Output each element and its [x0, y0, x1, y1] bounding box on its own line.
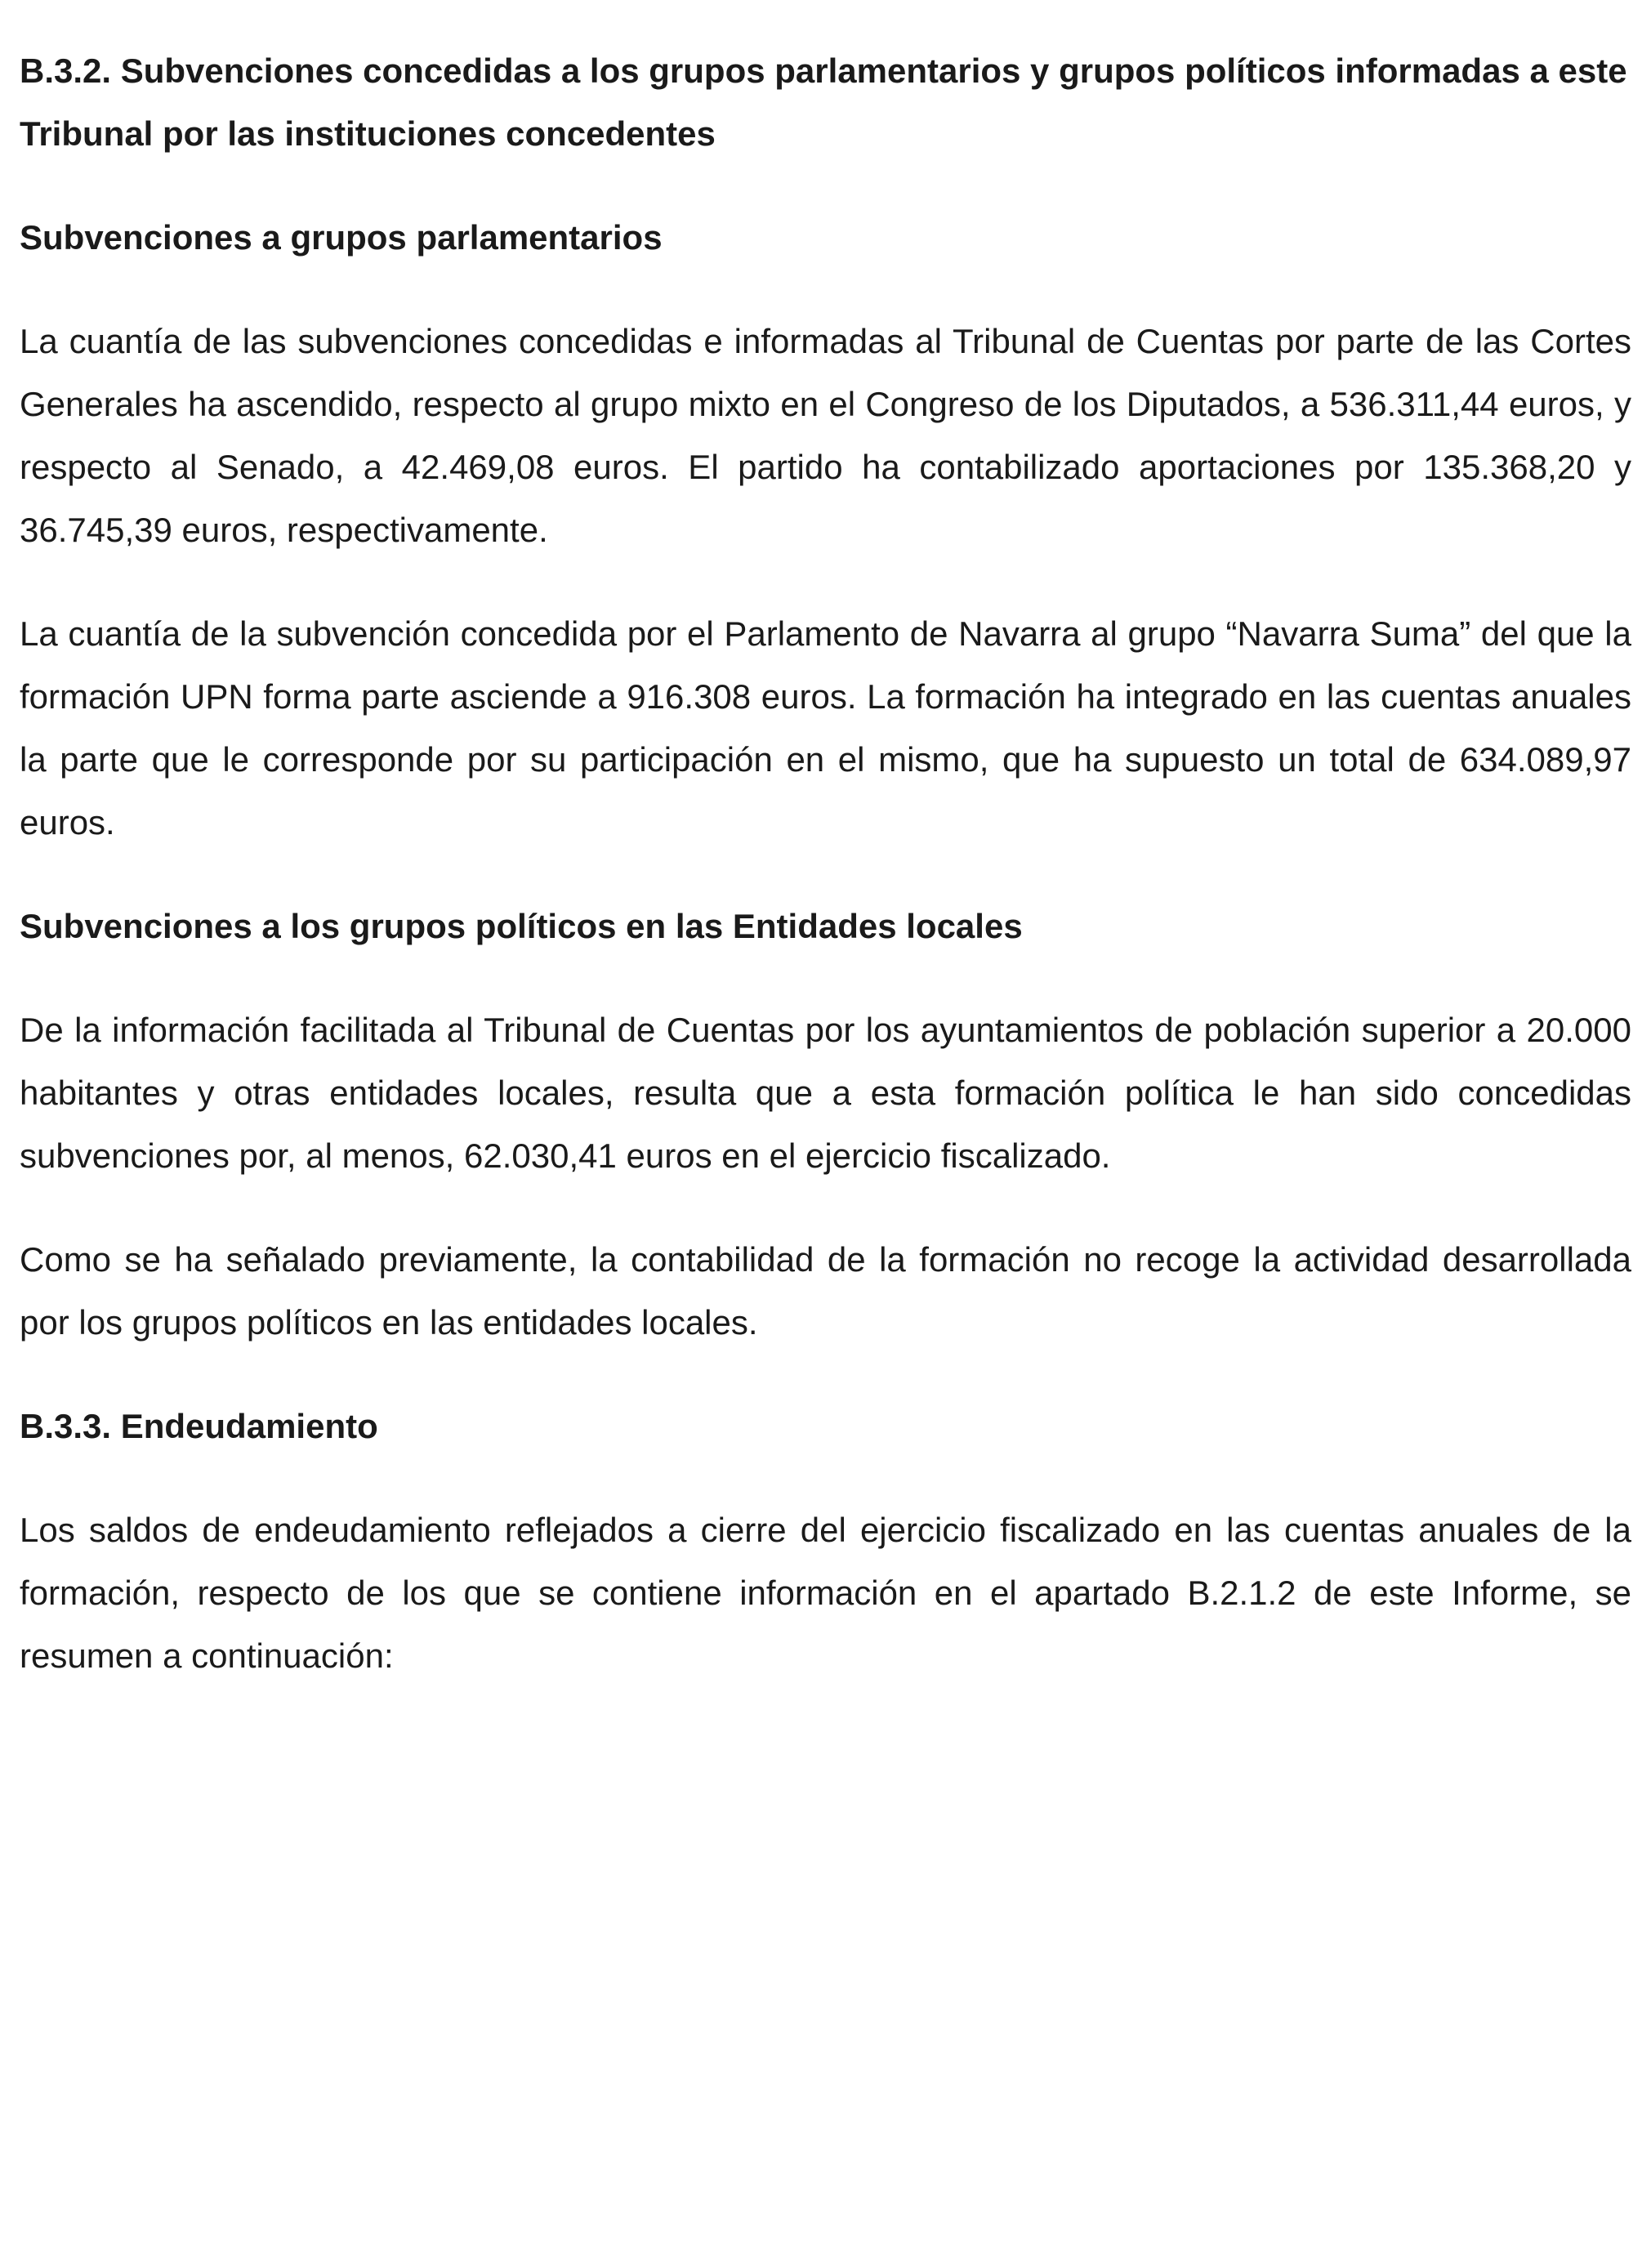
section-b33-title: B.3.3. Endeudamiento: [20, 1407, 378, 1445]
grupos-parlamentarios-heading: Subvenciones a grupos parlamentarios: [20, 218, 663, 257]
grupos-politicos-locales-paragraph-2: Como se ha señalado previamente, la contabilidad de la formación no recoge la actividad desarrollada por los grupos políticos en las entidades locales.: [20, 1240, 1631, 1342]
grupos-parlamentarios-paragraph-2: La cuantía de la subvención concedida por el Parlamento de Navarra al grupo “Navarra Suma” del que la formación UPN forma parte asciende a 916.308 euros. La formación ha integrado en las cuentas anuales la parte que le corresponde por su participación en el mismo, que ha supuesto un total de 634.089,97 euros.: [20, 614, 1631, 842]
grupos-politicos-locales-heading: Subvenciones a los grupos políticos en las Entidades locales: [20, 907, 1023, 945]
grupos-politicos-locales-paragraph-1: De la información facilitada al Tribunal de Cuentas por los ayuntamientos de población superior a 20.000 habitantes y otras entidades locales, resulta que a esta formación política le han sido concedidas subvenciones por, al menos, 62.030,41 euros en el ejercicio fiscalizado.: [20, 1011, 1631, 1175]
section-b33-paragraph-1: Los saldos de endeudamiento reflejados a cierre del ejercicio fiscalizado en las cuentas anuales de la formación, respecto de los que se contiene información en el apartado B.2.1.2 de este Informe, se resumen a continuación:: [20, 1511, 1631, 1675]
section-b32-title: B.3.2. Subvenciones concedidas a los grupos parlamentarios y grupos políticos informadas a este Tribunal por las instituciones concedentes: [20, 51, 1627, 153]
grupos-parlamentarios-paragraph-1: La cuantía de las subvenciones concedidas e informadas al Tribunal de Cuentas por parte de las Cortes Generales ha ascendido, respecto al grupo mixto en el Congreso de los Diputados, a 536.311,44 euros, y respecto al Senado, a 42.469,08 euros. El partido ha contabilizado aportaciones por 135.368,20 y 36.745,39 euros, respectivamente.: [20, 322, 1631, 549]
document-page: [20, 39, 1631, 1728]
